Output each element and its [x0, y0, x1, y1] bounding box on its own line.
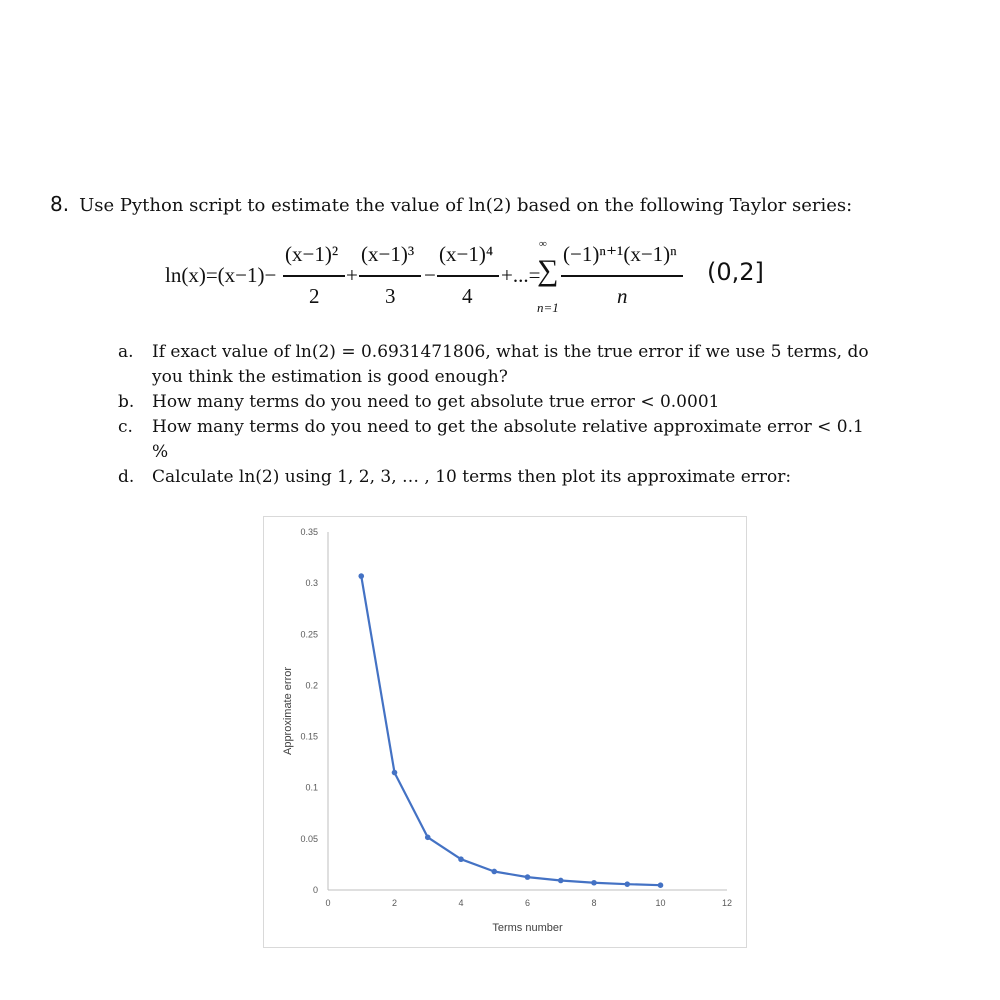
sub-question-text: How many terms do you need to get absolute true error < 0.0001	[152, 392, 720, 412]
sum-bar	[561, 275, 683, 277]
formula-tail: +...=	[501, 263, 541, 287]
data-point	[525, 874, 531, 880]
y-tick-label: 0.2	[305, 680, 318, 691]
data-point	[392, 770, 398, 776]
formula-term3-numerator: (x−1)³	[361, 242, 415, 266]
sigma-lower-limit: n=1	[537, 300, 559, 315]
data-point	[658, 882, 664, 888]
sub-question-label: d.	[118, 467, 135, 487]
formula-term2-numerator: (x−1)²	[285, 242, 339, 266]
data-point	[358, 573, 364, 579]
sum-numerator: (−1)ⁿ⁺¹(x−1)ⁿ	[563, 242, 677, 266]
formula-minus: −	[424, 263, 436, 287]
sub-questions	[118, 340, 872, 490]
formula-term4-numerator: (x−1)⁴	[439, 242, 494, 266]
formula-plus: +	[346, 263, 358, 287]
sigma-symbol: ∑	[537, 254, 559, 287]
sum-denominator: n	[617, 284, 628, 308]
sub-question-text: How many terms do you need to get the absolute relative approximate error < 0.1 %	[152, 417, 864, 462]
x-tick-label: 0	[325, 898, 331, 908]
interval-of-convergence: (0,2]	[707, 258, 764, 286]
sub-question-c	[118, 415, 872, 465]
y-tick-label: 0.3	[305, 578, 318, 589]
formula-term3-bar	[359, 275, 421, 277]
sub-question-label: c.	[118, 417, 133, 437]
y-tick-label: 0.35	[300, 527, 318, 537]
question-header	[50, 192, 852, 216]
taylor-series-formula	[165, 238, 785, 320]
sub-question-text: Calculate ln(2) using 1, 2, 3, … , 10 terms then plot its approximate error:	[152, 467, 792, 487]
x-axis-title: Terms number	[492, 922, 563, 934]
x-tick-label: 2	[391, 898, 398, 908]
y-axis-title: Approximate error	[282, 666, 294, 756]
sub-question-b	[118, 390, 872, 415]
y-tick-label: 0.25	[300, 629, 318, 640]
data-point	[558, 878, 564, 884]
y-tick-label: 0.15	[300, 731, 318, 742]
question-number: 8.	[50, 192, 70, 216]
sub-question-d	[118, 465, 872, 490]
sub-question-label: b.	[118, 392, 135, 412]
sub-question-a	[118, 340, 872, 390]
error-series-line	[361, 576, 660, 885]
chart-canvas	[264, 517, 746, 947]
x-tick-label: 8	[591, 898, 597, 908]
x-tick-label: 4	[458, 898, 464, 908]
formula-lhs: ln(x)=(x−1)−	[165, 263, 277, 287]
data-point	[458, 856, 464, 862]
y-tick-label: 0.1	[305, 782, 318, 793]
formula-term4-bar	[437, 275, 499, 277]
data-point	[624, 881, 630, 887]
x-tick-label: 6	[524, 898, 531, 908]
sub-question-label: a.	[118, 342, 134, 362]
data-point	[425, 835, 431, 841]
formula-term2-bar	[283, 275, 345, 277]
y-tick-label: 0.05	[300, 833, 318, 844]
formula-term2-denominator: 2	[309, 284, 320, 308]
formula-term4-denominator: 4	[462, 284, 473, 308]
question-text: Use Python script to estimate the value of ln(2) based on the following Taylor series:	[79, 195, 853, 216]
sub-question-text: If exact value of ln(2) = 0.6931471806, what is the true error if we use 5 terms, do you think the estimation is good enough?	[152, 342, 869, 387]
x-tick-label: 12	[721, 898, 733, 908]
data-point	[591, 880, 597, 886]
approximate-error-chart	[263, 516, 747, 948]
y-tick-label: 0	[312, 885, 318, 895]
x-tick-label: 10	[655, 898, 666, 908]
data-point	[491, 869, 497, 875]
formula-term3-denominator: 3	[385, 284, 396, 308]
sigma-upper-limit: ∞	[539, 238, 547, 250]
